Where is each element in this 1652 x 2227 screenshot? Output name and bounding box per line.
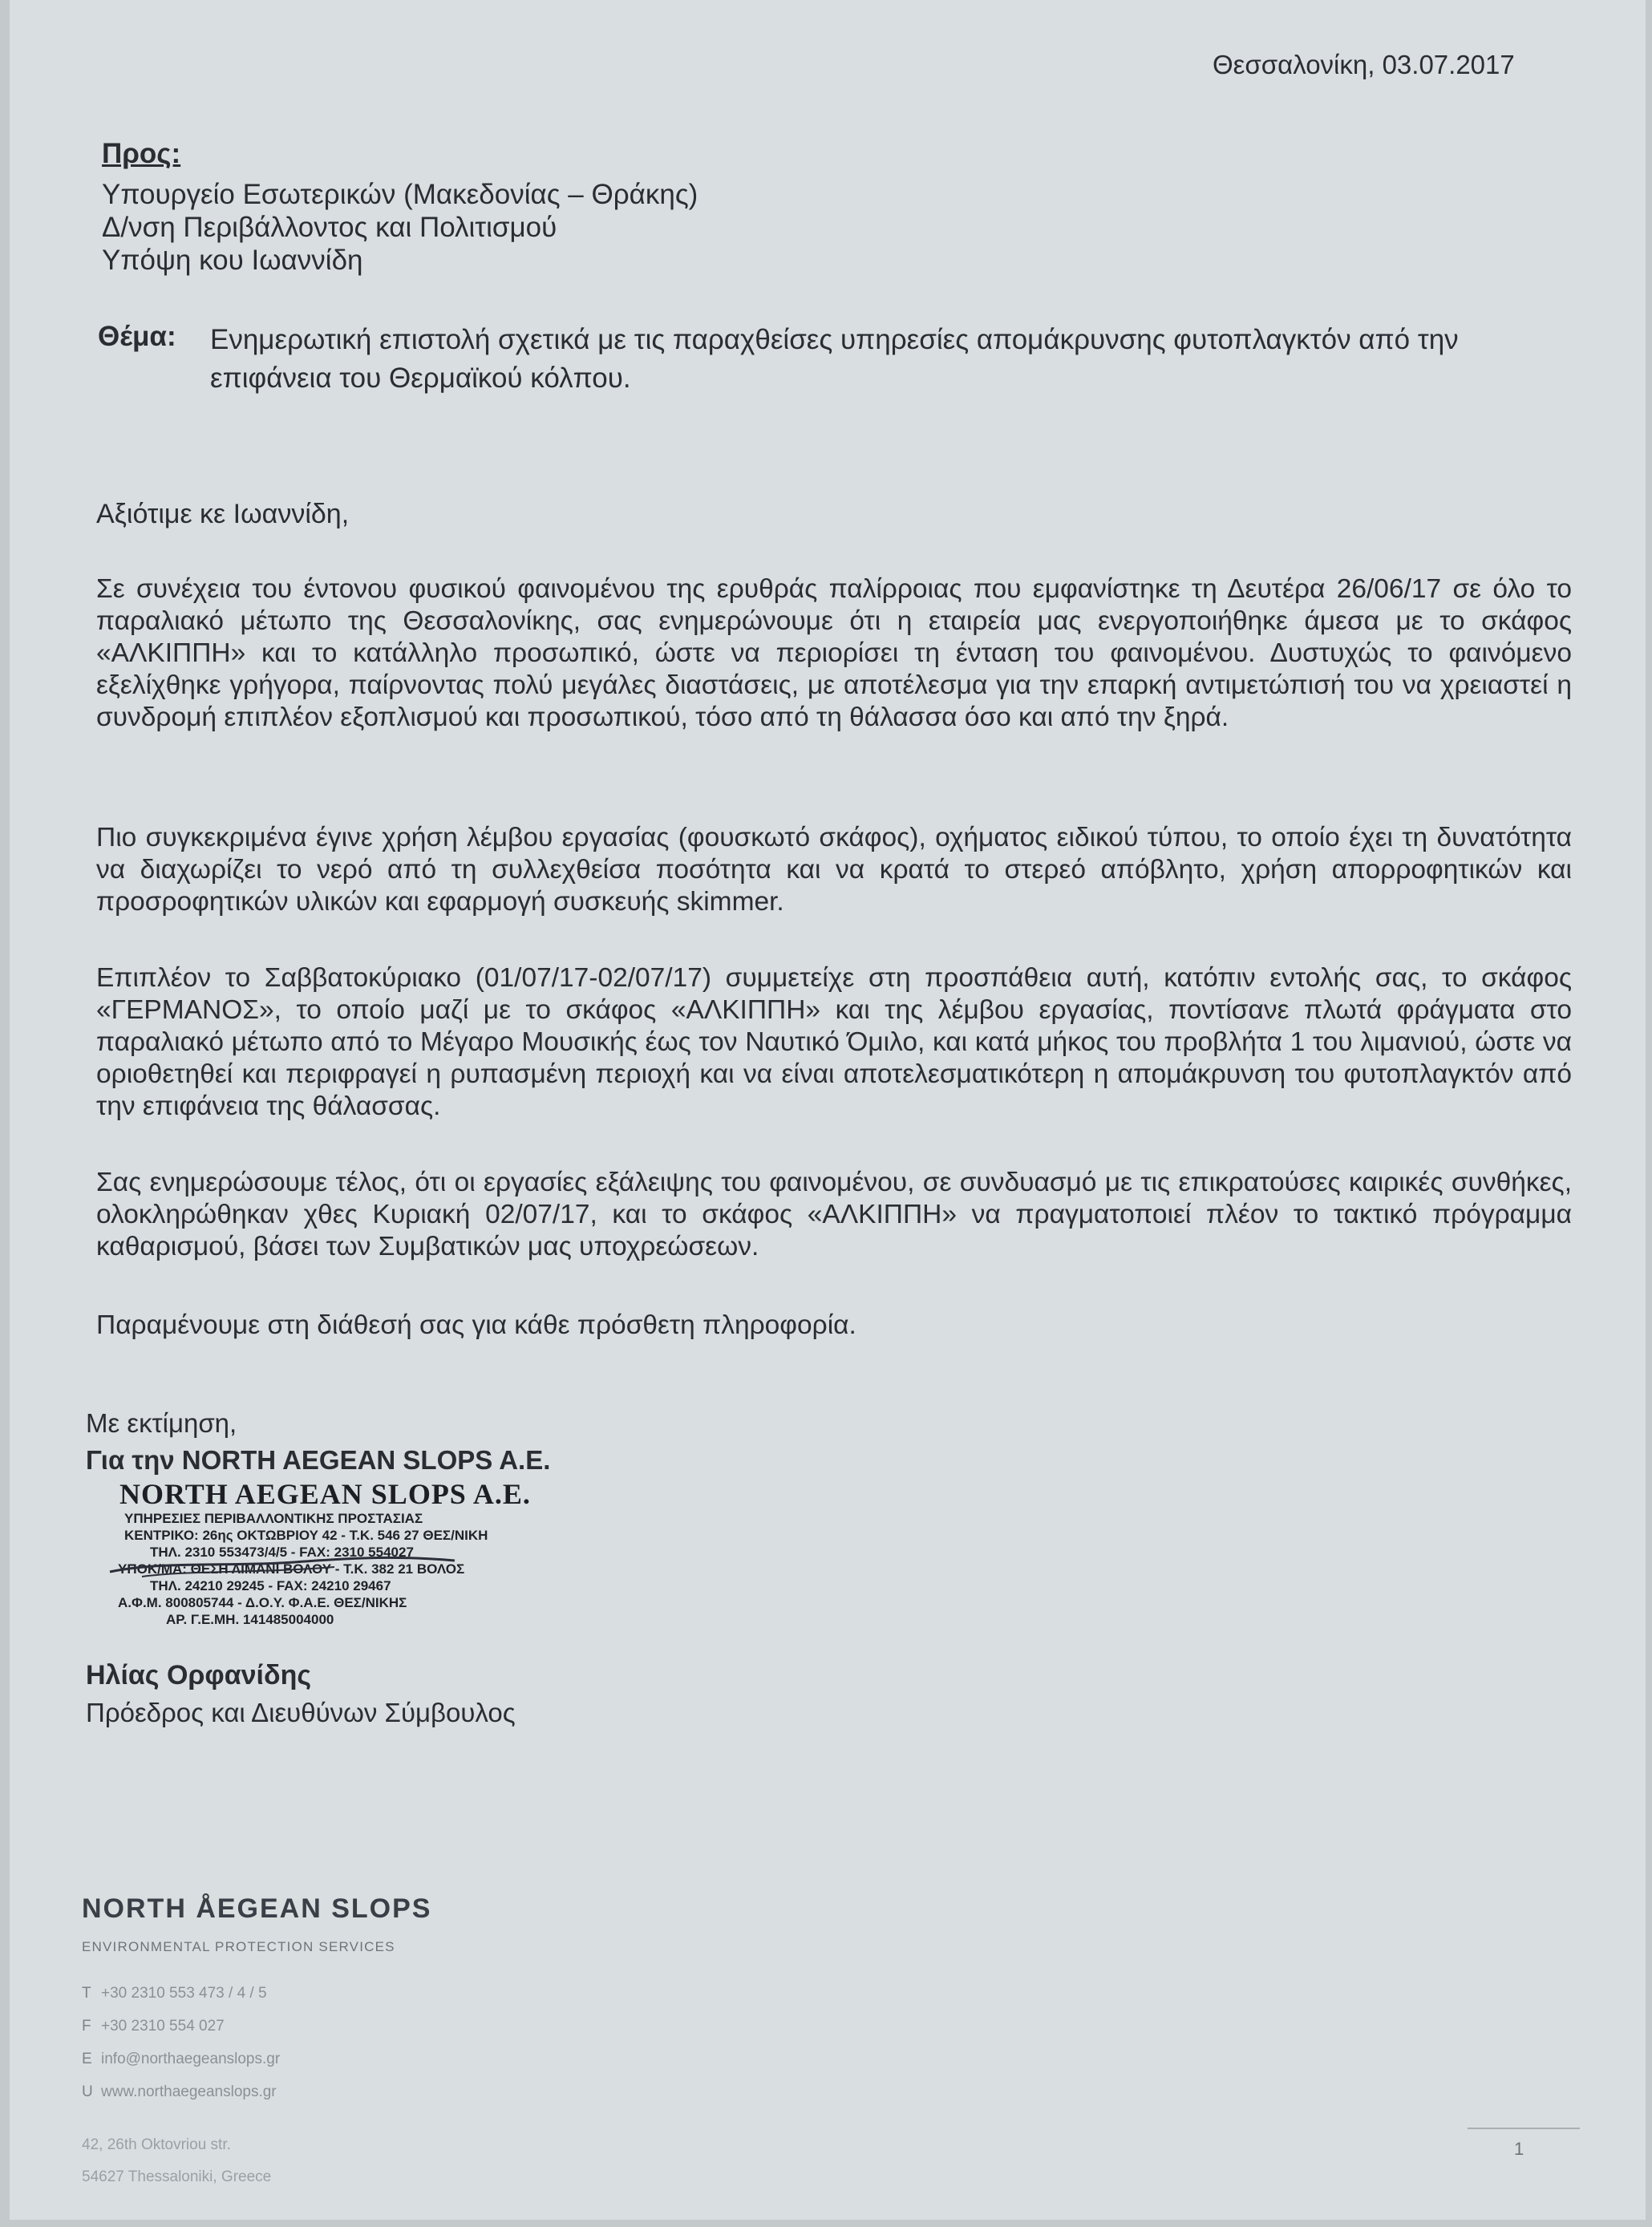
letter-page [10,0,1646,2220]
contact-email [82,2051,280,2068]
stamp-line: Α.Φ.Μ. 800805744 - Δ.Ο.Υ. Φ.Α.Ε. ΘΕΣ/ΝΙΚΗΣ [118,1595,407,1610]
body-paragraph: Επιπλέον το Σαββατοκύριακο (01/07/17-02/07/17) συμμετείχε στη προσπάθεια αυτή, κατόπιν εντολής σας, το σκάφος «ΓΕΡΜΑΝΟΣ», το οποίο μαζί με το σκάφος «ΑΛΚΙΠΠΗ» και της λέμβου εργασίας, ποντίσανε πλωτά φράγματα στο παραλιακό μέτωπο από το Μέγαρο Μουσικής έως τον Ναυτικό Όμιλο, και κατά μήκος του προβλήτα 1 του λιμανιού, ώστε να οριοθετηθεί και περιφραγεί η ρυπασμένη περιοχή και να είναι αποτελεσματικότερη η απομάκρυνση του φυτοπλαγκτόν από την επιφάνεια της θάλασσας. [96,963,1572,1121]
body-paragraph: Σε συνέχεια του έντονου φυσικού φαινομένου της ερυθράς παλίρροιας που εμφανίστηκε τη Δευτέρα 26/06/17 σε όλο το παραλιακό μέτωπο της Θεσσαλονίκης, σας ενημερώνουμε ότι η εταιρεία μας ενεργοποιήθηκε άμεσα με το σκάφος «ΑΛΚΙΠΠΗ» και το κατάλληλο προσωπικό, ώστε να περιορίσει τη ένταση του φαινομένου. Δυστυχώς το φαινόμενο εξελίχθηκε γρήγορα, παίρνοντας πολύ μεγάλες διαστάσεις, με αποτέλεσμα για την επαρκή αντιμετώπισή του να χρειαστεί η συνδρομή επιπλέον εξοπλισμού και προσωπικού, τόσο από τη θάλασσα όσο και από την ξηρά. [96,574,1572,732]
contact-value: +30 2310 554 027 [101,2018,225,2035]
page-number: 1 [1514,2139,1524,2159]
stamp-line: ΥΠΟΚ/ΜΑ: ΘΕΣΗ ΛΙΜΑΝΙ ΒΟΛΟΥ - Τ.Κ. 382 21 ΒΟΛΟΣ [118,1561,465,1577]
recipient-line: Υπόψη κου Ιωαννίδη [102,245,363,276]
stamp-line: ΥΠΗΡΕΣΙΕΣ ΠΕΡΙΒΑΛΛΟΝΤΙΚΗΣ ΠΡΟΣΤΑΣΙΑΣ [124,1511,423,1526]
recipient-label: Προς: [102,138,181,169]
contact-phone [82,1985,267,2002]
signer-title: Πρόεδρος και Διευθύνων Σύμβουλος [86,1698,516,1727]
body-paragraph: Σας ενημερώσουμε τέλος, ότι οι εργασίες εξάλειψης του φαινομένου, σε συνδυασμό με τις επικρατούσες καιρικές συνθήκες, ολοκληρώθηκαν χθες Κυριακή 02/07/17, και το σκάφος «ΑΛΚΙΠΠΗ» να πραγματοποιεί πλέον το τακτικό πρόγραμμα καθαρισμού, βάσει των Συμβατικών μας υποχρεώσεων. [96,1168,1572,1261]
contact-fax [82,2018,225,2035]
footer-address-line: 54627 Thessaloniki, Greece [82,2168,272,2185]
signer-name: Ηλίας Ορφανίδης [86,1660,312,1690]
stamp-title: NORTH AEGEAN SLOPS A.E. [119,1478,531,1510]
stamp-line: ΚΕΝΤΡΙΚΟ: 26ης ΟΚΤΩΒΡΙΟΥ 42 - Τ.Κ. 546 27 ΘΕΣ/ΝΙΚΗ [124,1528,488,1543]
footer-address-line: 42, 26th Oktovriou str. [82,2136,231,2153]
subject-label: Θέμα: [98,321,176,352]
contact-value: www.northaegeanslops.gr [101,2083,277,2100]
subject-text: Ενημερωτική επιστολή σχετικά με τις παραχθείσες υπηρεσίες απομάκρυνσης φυτοπλαγκτόν από την επιφάνεια του Θερμαϊκού κόλπου. [210,324,1459,394]
salutation: Αξιότιμε κε Ιωαννίδη, [96,499,350,529]
signature-scribble [94,1477,551,1646]
closing-company: Για την NORTH AEGEAN SLOPS A.E. [86,1445,551,1475]
body-paragraph: Πιο συγκεκριμένα έγινε χρήση λέμβου εργασίας (φουσκωτό σκάφος), οχήματος ειδικού τύπου, το οποίο έχει τη δυνατότητα να διαχωρίζει το νερό από τη συλλεχθείσα ποσότητα και να κρατά το στερεό απόβλητο, χρήση απορροφητικών και προσροφητικών υλικών και εφαρμογή συσκευής skimmer. [96,823,1572,917]
stamp-line: ΤΗΛ. 2310 553473/4/5 - FAX: 2310 554027 [150,1545,414,1560]
body-paragraph: Παραμένουμε στη διάθεσή σας για κάθε πρόσθετη πληροφορία. [96,1310,856,1340]
footer-brand-subtitle: ENVIRONMENTAL PROTECTION SERVICES [82,1939,395,1954]
contact-value: info@northaegeanslops.gr [101,2051,281,2067]
contact-key: U [82,2083,93,2100]
recipient-line: Υπουργείο Εσωτερικών (Μακεδονίας – Θράκης) [102,179,698,210]
closing-regards: Με εκτίμηση, [86,1408,237,1438]
company-stamp [94,1477,551,1646]
stamp-line: ΤΗΛ. 24210 29245 - FAX: 24210 29467 [150,1578,391,1593]
contact-website [82,2083,277,2101]
stamp-line: ΑΡ. Γ.Ε.ΜΗ. 141485004000 [166,1612,334,1627]
footer-divider [1468,2128,1580,2129]
contact-key: E [82,2051,92,2067]
contact-key: T [82,1985,91,2002]
contact-value: +30 2310 553 473 / 4 / 5 [101,1985,267,2002]
recipient-line: Δ/νση Περιβάλλοντος και Πολιτισμού [102,212,557,243]
letter-date: Θεσσαλονίκη, 03.07.2017 [1213,50,1515,79]
contact-key: F [82,2018,91,2035]
footer-brand: NORTH ÅEGEAN SLOPS [82,1893,432,1924]
